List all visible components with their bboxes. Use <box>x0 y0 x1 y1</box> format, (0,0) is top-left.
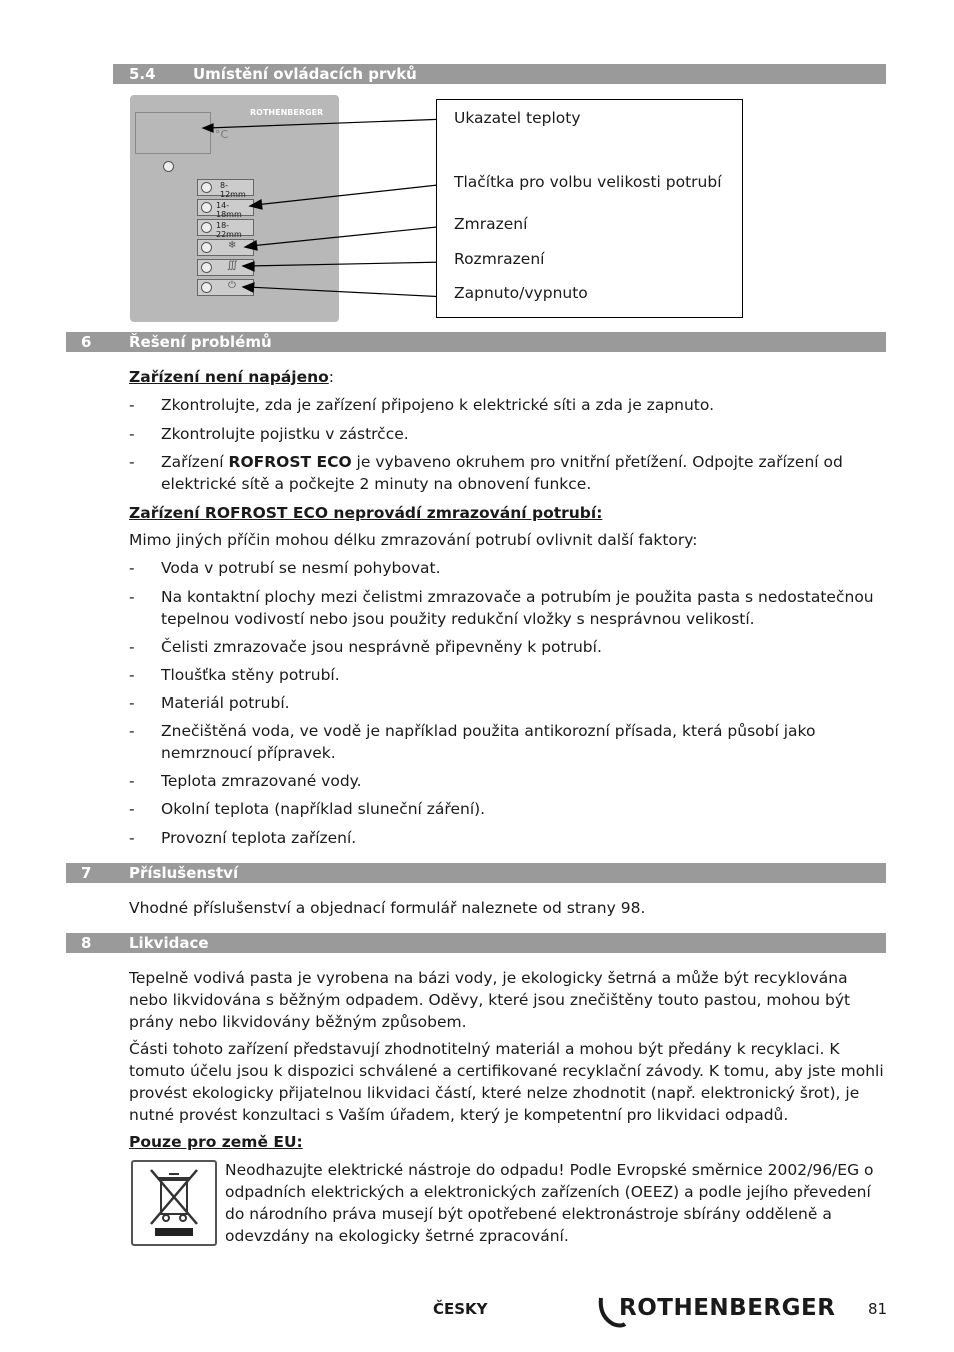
subheading-no-power: Zařízení není napájeno: <box>129 368 335 386</box>
section-number: 7 <box>81 864 92 882</box>
section-7-header <box>66 863 886 883</box>
footer-brand: ROTHENBERGER <box>619 1295 836 1321</box>
paragraph: Části tohoto zařízení představují zhodnotitelný materiál a mohou být předány k recyklaci. K tomuto účelu jsou k dispozici schválené a certifikované recyklační závody. K tomu, aby jste mohli provést ekologicky přijatelnou likvidaci částí, které nelze zhodnotit (např. elektronický šrot), je nutné provést konzultaci s Vaším úřadem, který je kompetentní pro likvidaci odpadů. <box>129 1040 884 1124</box>
paragraph: Neodhazujte elektrické nástroje do odpadu! Podle Evropské směrnice 2002/96/EG o odpadních elektrických a elektronických zařízeních (OEEZ) a podle jejího převedení do národního práva musejí být opotřebené elektronástroje sbírány odděleně a odevzdány na ekologicky šetrné zpracování. <box>225 1161 874 1245</box>
paragraph: Vhodné příslušenství a objednací formulář naleznete od strany 98. <box>129 899 646 917</box>
callout-thaw: Rozmrazení <box>454 250 545 268</box>
page-number: 81 <box>868 1300 888 1318</box>
footer-language: ČESKY <box>433 1300 488 1318</box>
section-title: Řešení problémů <box>129 333 272 351</box>
callout-temperature-indicator: Ukazatel teploty <box>454 109 581 127</box>
subheading-eu-only: Pouze pro země EU: <box>129 1133 303 1151</box>
power-icon: ⏻ <box>228 280 236 291</box>
callout-freeze: Zmrazení <box>454 215 528 233</box>
paragraph: Mimo jiných příčin mohou délku zmrazování potrubí ovlivnit další faktory: <box>129 531 698 549</box>
size-label: 18-22mm <box>216 221 242 239</box>
snowflake-icon: ❄ <box>228 240 237 251</box>
size-label: 14-18mm <box>216 201 242 219</box>
section-number: 6 <box>81 333 92 351</box>
section-8-header <box>66 933 886 953</box>
callout-power: Zapnuto/vypnuto <box>454 284 588 302</box>
callout-size-buttons: Tlačítka pro volbu velikosti potrubí <box>454 173 722 191</box>
section-title: Umístění ovládacích prvků <box>193 65 417 83</box>
section-6-header <box>66 332 886 352</box>
subheading-no-freezing: Zařízení ROFROST ECO neprovádí zmrazování potrubí: <box>129 504 603 522</box>
size-label: 8-12mm <box>220 181 246 199</box>
section-title: Likvidace <box>129 934 209 952</box>
section-title: Příslušenství <box>129 864 239 882</box>
temperature-unit: °C <box>215 128 229 141</box>
panel-brand-logo: ROTHENBERGER <box>250 108 324 117</box>
section-number: 8 <box>81 934 92 952</box>
paragraph: Tepelně vodivá pasta je vyrobena na bázi vody, je ekologicky šetrná a může být recyklována nebo likvidována s běžným odpadem. Oděvy, které jsou znečištěny touto pastou, mohou být prány nebo likvidovány běžným způsobem. <box>129 969 851 1031</box>
weee-bin-icon <box>131 1160 217 1246</box>
section-number: 5.4 <box>129 65 156 83</box>
heat-waves-icon: ∭ <box>227 260 238 271</box>
